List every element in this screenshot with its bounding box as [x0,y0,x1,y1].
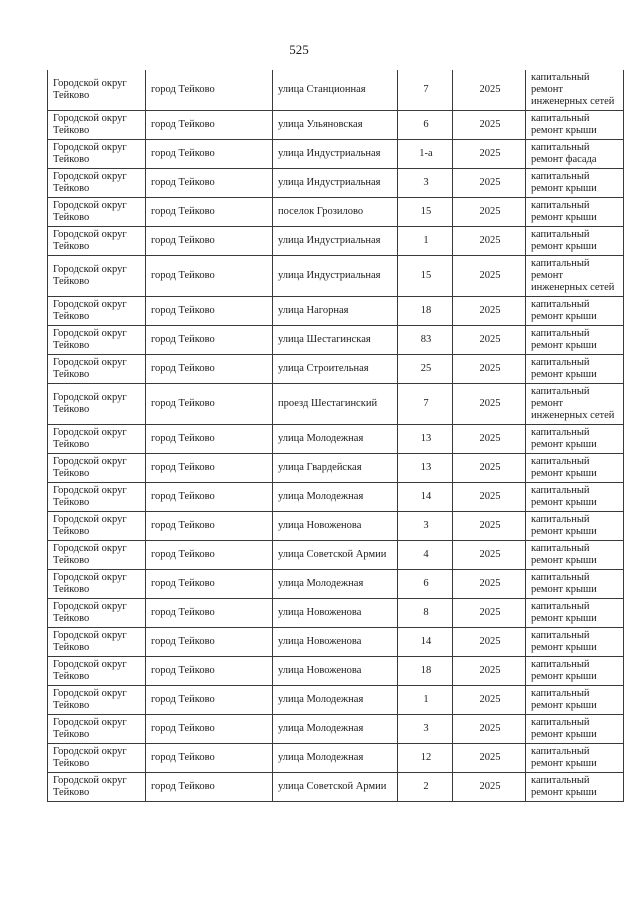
cell-city: город Тейково [146,744,273,773]
cell-street: улица Новоженова [273,512,398,541]
cell-year: 2025 [453,111,526,140]
cell-year: 2025 [453,512,526,541]
cell-year: 2025 [453,628,526,657]
cell-city: город Тейково [146,454,273,483]
cell-work: капитальный ремонт крыши [526,715,624,744]
table-row [48,70,624,111]
cell-city: город Тейково [146,483,273,512]
table-row [48,773,624,802]
cell-work: капитальный ремонт крыши [526,355,624,384]
cell-house: 6 [398,570,453,599]
cell-house: 3 [398,169,453,198]
cell-okrug: Городской округ Тейково [48,657,146,686]
cell-street: улица Нагорная [273,297,398,326]
cell-city: город Тейково [146,70,273,111]
cell-okrug: Городской округ Тейково [48,111,146,140]
cell-year: 2025 [453,384,526,425]
cell-city: город Тейково [146,628,273,657]
cell-city: город Тейково [146,227,273,256]
table-row [48,483,624,512]
cell-house: 2 [398,773,453,802]
cell-street: улица Молодежная [273,570,398,599]
table-row [48,599,624,628]
cell-city: город Тейково [146,686,273,715]
table-row [48,715,624,744]
cell-house: 4 [398,541,453,570]
cell-house: 8 [398,599,453,628]
table-row [48,570,624,599]
cell-city: город Тейково [146,425,273,454]
table-row [48,297,624,326]
cell-okrug: Городской округ Тейково [48,686,146,715]
cell-city: город Тейково [146,384,273,425]
cell-house: 1 [398,686,453,715]
cell-work: капитальный ремонт крыши [526,227,624,256]
cell-street: улица Ульяновская [273,111,398,140]
cell-year: 2025 [453,541,526,570]
cell-work: капитальный ремонт крыши [526,454,624,483]
table-row [48,326,624,355]
cell-year: 2025 [453,454,526,483]
cell-year: 2025 [453,483,526,512]
cell-work: капитальный ремонт крыши [526,483,624,512]
cell-year: 2025 [453,169,526,198]
cell-street: улица Станционная [273,70,398,111]
cell-city: город Тейково [146,541,273,570]
cell-okrug: Городской округ Тейково [48,384,146,425]
page-number: 525 [289,42,309,57]
cell-street: улица Молодежная [273,425,398,454]
cell-work: капитальный ремонт крыши [526,198,624,227]
cell-house: 13 [398,425,453,454]
cell-street: улица Молодежная [273,715,398,744]
cell-work: капитальный ремонт фасада [526,140,624,169]
cell-work: капитальный ремонт крыши [526,111,624,140]
table-row [48,628,624,657]
cell-city: город Тейково [146,657,273,686]
cell-work: капитальный ремонт крыши [526,657,624,686]
table-row [48,744,624,773]
table-row [48,140,624,169]
cell-city: город Тейково [146,297,273,326]
cell-street: улица Молодежная [273,686,398,715]
cell-street: улица Советской Армии [273,541,398,570]
cell-street: проезд Шестагинский [273,384,398,425]
cell-okrug: Городской округ Тейково [48,198,146,227]
cell-work: капитальный ремонт крыши [526,297,624,326]
cell-year: 2025 [453,657,526,686]
cell-work: капитальный ремонт инженерных сетей [526,384,624,425]
cell-house: 14 [398,483,453,512]
cell-house: 15 [398,198,453,227]
table-row [48,686,624,715]
cell-okrug: Городской округ Тейково [48,628,146,657]
cell-okrug: Городской округ Тейково [48,355,146,384]
cell-work: капитальный ремонт крыши [526,541,624,570]
cell-city: город Тейково [146,256,273,297]
table-row [48,355,624,384]
cell-house: 1 [398,227,453,256]
cell-house: 18 [398,297,453,326]
cell-street: улица Индустриальная [273,169,398,198]
cell-okrug: Городской округ Тейково [48,773,146,802]
table-row [48,227,624,256]
cell-year: 2025 [453,297,526,326]
table-row [48,657,624,686]
cell-house: 7 [398,70,453,111]
cell-work: капитальный ремонт крыши [526,744,624,773]
cell-street: улица Гвардейская [273,454,398,483]
cell-year: 2025 [453,570,526,599]
table-row [48,425,624,454]
cell-street: улица Индустриальная [273,227,398,256]
cell-okrug: Городской округ Тейково [48,297,146,326]
cell-okrug: Городской округ Тейково [48,454,146,483]
table-row [48,541,624,570]
cell-year: 2025 [453,773,526,802]
cell-work: капитальный ремонт крыши [526,686,624,715]
cell-city: город Тейково [146,599,273,628]
cell-work: капитальный ремонт крыши [526,425,624,454]
cell-street: улица Шестагинская [273,326,398,355]
cell-city: город Тейково [146,355,273,384]
cell-house: 83 [398,326,453,355]
cell-house: 14 [398,628,453,657]
cell-work: капитальный ремонт инженерных сетей [526,256,624,297]
cell-street: улица Молодежная [273,483,398,512]
cell-year: 2025 [453,355,526,384]
cell-year: 2025 [453,256,526,297]
cell-work: капитальный ремонт крыши [526,169,624,198]
repair-plan-table [47,70,624,802]
cell-okrug: Городской округ Тейково [48,599,146,628]
cell-house: 18 [398,657,453,686]
cell-city: город Тейково [146,570,273,599]
cell-street: поселок Грозилово [273,198,398,227]
table-row [48,454,624,483]
cell-okrug: Городской округ Тейково [48,70,146,111]
cell-year: 2025 [453,425,526,454]
cell-house: 15 [398,256,453,297]
cell-house: 3 [398,512,453,541]
cell-work: капитальный ремонт крыши [526,326,624,355]
cell-street: улица Новоженова [273,599,398,628]
cell-street: улица Советской Армии [273,773,398,802]
cell-year: 2025 [453,744,526,773]
cell-house: 3 [398,715,453,744]
cell-okrug: Городской округ Тейково [48,169,146,198]
cell-work: капитальный ремонт крыши [526,570,624,599]
cell-work: капитальный ремонт крыши [526,628,624,657]
cell-street: улица Индустриальная [273,256,398,297]
table-row [48,384,624,425]
table-row [48,198,624,227]
cell-city: город Тейково [146,111,273,140]
cell-house: 25 [398,355,453,384]
cell-year: 2025 [453,715,526,744]
cell-year: 2025 [453,227,526,256]
table-row [48,111,624,140]
cell-work: капитальный ремонт крыши [526,773,624,802]
cell-street: улица Новоженова [273,628,398,657]
cell-okrug: Городской округ Тейково [48,483,146,512]
cell-house: 13 [398,454,453,483]
table-body [48,70,624,802]
cell-year: 2025 [453,599,526,628]
cell-work: капитальный ремонт крыши [526,599,624,628]
cell-city: город Тейково [146,773,273,802]
table-row [48,169,624,198]
cell-okrug: Городской округ Тейково [48,744,146,773]
cell-city: город Тейково [146,715,273,744]
cell-year: 2025 [453,686,526,715]
cell-okrug: Городской округ Тейково [48,140,146,169]
cell-house: 6 [398,111,453,140]
cell-house: 1-а [398,140,453,169]
cell-okrug: Городской округ Тейково [48,256,146,297]
cell-okrug: Городской округ Тейково [48,570,146,599]
table-row [48,256,624,297]
cell-okrug: Городской округ Тейково [48,326,146,355]
cell-okrug: Городской округ Тейково [48,425,146,454]
cell-year: 2025 [453,70,526,111]
cell-house: 7 [398,384,453,425]
cell-street: улица Новоженова [273,657,398,686]
cell-street: улица Индустриальная [273,140,398,169]
cell-city: город Тейково [146,198,273,227]
cell-work: капитальный ремонт крыши [526,512,624,541]
cell-okrug: Городской округ Тейково [48,715,146,744]
cell-okrug: Городской округ Тейково [48,541,146,570]
cell-okrug: Городской округ Тейково [48,227,146,256]
cell-work: капитальный ремонт инженерных сетей [526,70,624,111]
cell-city: город Тейково [146,140,273,169]
cell-city: город Тейково [146,169,273,198]
cell-house: 12 [398,744,453,773]
cell-year: 2025 [453,326,526,355]
cell-year: 2025 [453,140,526,169]
cell-okrug: Городской округ Тейково [48,512,146,541]
cell-city: город Тейково [146,512,273,541]
cell-street: улица Молодежная [273,744,398,773]
cell-street: улица Строительная [273,355,398,384]
table-row [48,512,624,541]
cell-city: город Тейково [146,326,273,355]
cell-year: 2025 [453,198,526,227]
